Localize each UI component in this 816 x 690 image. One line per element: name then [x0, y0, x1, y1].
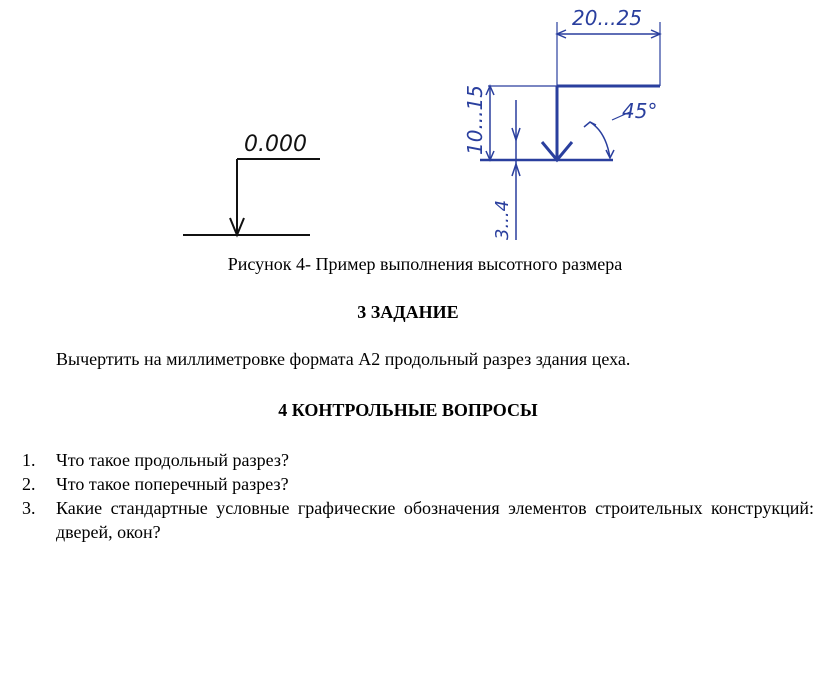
questions-list [22, 448, 814, 544]
task-text: Вычертить на миллиметровке формата А2 продольный разрез здания цеха. [56, 349, 631, 369]
question-text: Какие стандартные условные графические обозначения элементов строительных конструкций: дверей, окон? [56, 498, 814, 542]
dim-width-label: 20...25 [572, 6, 642, 30]
question-number: 2. [22, 474, 36, 494]
figure-caption [0, 254, 816, 275]
annotated-elevation-figure [380, 0, 725, 250]
elevation-value: 0.000 [244, 132, 307, 157]
task-heading: 3 ЗАДАНИЕ [357, 302, 459, 322]
figure-caption-text: Рисунок 4- Пример выполнения высотного размера [227, 254, 623, 274]
list-item [22, 472, 814, 496]
question-text: Что такое поперечный разрез? [56, 474, 289, 494]
elevation-mark-figure [120, 115, 340, 245]
dim-offset-label: 3...4 [492, 199, 513, 240]
list-item [22, 496, 814, 544]
question-text: Что такое продольный разрез? [56, 450, 289, 470]
dim-height-label: 10...15 [463, 85, 487, 155]
question-number: 3. [22, 498, 36, 518]
elevation-mark-drawing [120, 115, 340, 245]
list-item [22, 448, 814, 472]
questions-heading: 4 КОНТРОЛЬНЫЕ ВОПРОСЫ [278, 400, 538, 420]
question-number: 1. [22, 450, 36, 470]
angle-label: 45° [622, 99, 658, 123]
annotated-elevation-drawing [380, 0, 725, 250]
